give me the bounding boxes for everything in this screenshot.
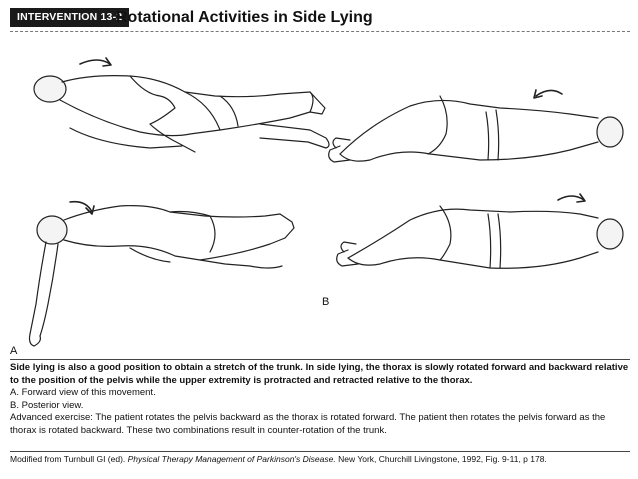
figure-a-top-patient [34,58,329,152]
caption-divider [10,359,630,360]
figure-label-b: B [322,296,330,308]
figure-label-a: A [10,345,18,357]
source-suffix: New York, Churchill Livingstone, 1992, Fig. 9-11, p 178. [338,454,547,464]
caption-advanced: Advanced exercise: The patient rotates the pelvis backward as the thorax is rotated forward. The patient then rotates the pelvis forward as the thorax is rotated backward. These two combinations result in counter-rotation of the trunk. [10,412,606,436]
caption [10,362,630,437]
caption-intro: Side lying is also a good position to obtain a stretch of the trunk. In side lying, the thorax is slowly rotated forward and backward relative to the position of the pelvis while the upper extremity is protracted and retracted relative to the thorax. [10,362,629,386]
source-book-title: Physical Therapy Management of Parkinson's Disease. [127,454,336,464]
figure-b-top-patient [329,90,623,162]
figure-b-bottom-patient [337,194,623,268]
caption-item-a: A. Forward view of this movement. [10,387,156,398]
page-title: Rotational Activities in Side Lying [116,9,373,26]
caption-item-b: B. Posterior view. [10,399,84,411]
source-prefix: Modified from Turnbull GI (ed). [10,454,126,464]
source-divider [10,451,630,452]
header [10,7,630,29]
intervention-badge: INTERVENTION 13-2 [10,8,129,27]
illustration-panel [10,34,630,360]
source-citation [10,454,630,465]
side-lying-illustrations [10,34,630,360]
figure-a-bottom-patient [30,202,295,346]
header-divider [10,31,630,32]
